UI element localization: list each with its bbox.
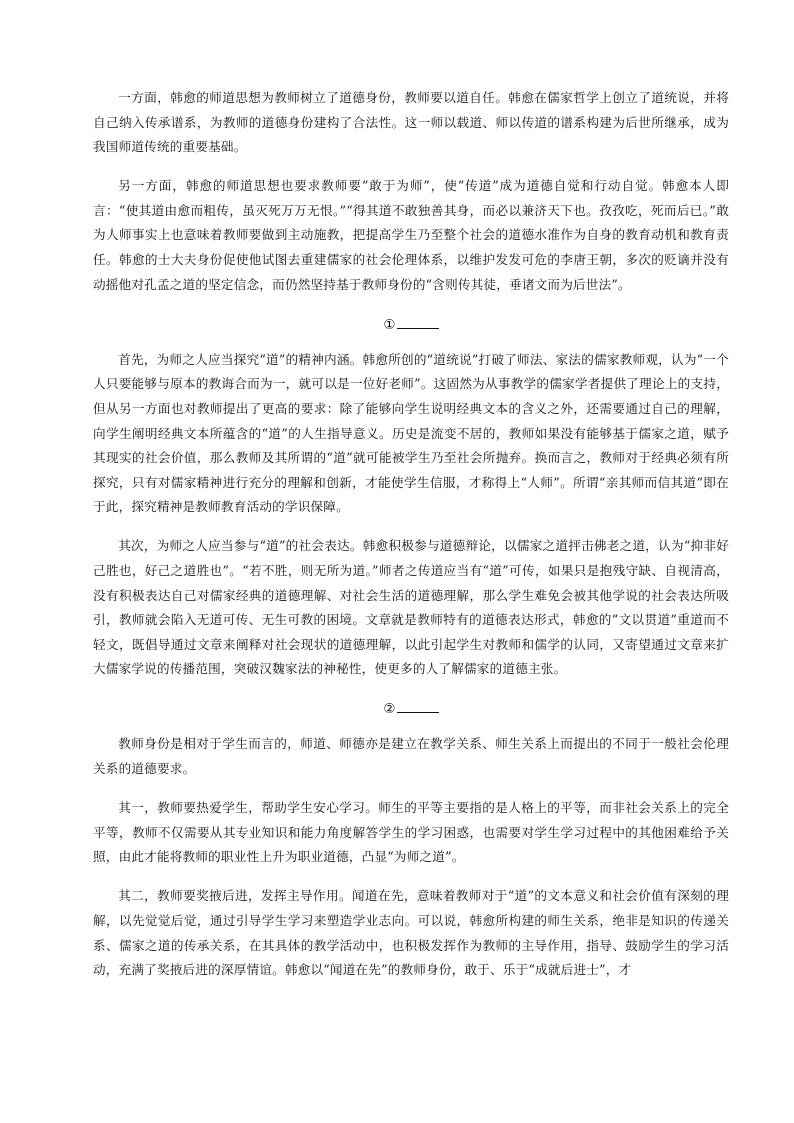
paragraph-love-students: 其一，教师要热爱学生，帮助学生安心学习。师生的平等主要指的是人格上的平等，而非社会关系上的完全平等，教师不仅需要从其专业知识和能力角度解答学生的学习困惑，也需要对学生学习过程中的其他困难给予关照，由此才能将教师的职业性上升为职业道德，凸显“为师之道”。	[93, 800, 729, 865]
answer-blank-1	[397, 314, 439, 329]
circled-number-2: ②	[383, 701, 396, 718]
paragraph-explore-dao: 首先，为师之人应当探究“道”的精神内涵。韩愈所创的“道统说”打破了师法、家法的儒家教师观，认为“一个人只要能够与原本的教诲合而为一，就可以是一位好老师”。这固然为从事教学的儒家学者提供了理论上的支持，但从另一方面也对教师提出了更高的要求：除了能够向学生说明经典文本的含义之外，还需要通过自己的理解，向学生阐明经典文本所蕴含的“道”的人生指导意义。历史是流变不居的，教师如果没有能够基于儒家之道，赋予其现实的社会价值，那么教师及其所谓的“道”就可能被学生乃至社会所抛弃。换而言之，教师对于经典必须有所探究，只有对儒家精神进行充分的理解和创新，才能使学生信服，才称得上“人师”。所谓“亲其师而信其道”即在于此，探究精神是教师教育活动的学识保障。	[93, 351, 729, 515]
paragraph-teacher-moral-identity: 一方面，韩愈的师道思想为教师树立了道德身份，教师要以道自任。韩愈在儒家哲学上创立了道统说，并将自己纳入传承谱系，为教师的道德身份建构了合法性。这一师以载道、师以传道的谱系构建为后世所继承，成为我国师道传统的重要基础。	[93, 90, 729, 155]
paragraph-dare-to-teach: 另一方面，韩愈的师道思想也要求教师要“敢于为师”，使“传道”成为道德自觉和行动自觉。韩愈本人即言：“使其道由愈而粗传，虽灭死万万无恨。”“得其道不敢独善其身，而必以兼济天下也。孜孜吃，死而后已。”敢为人师事实上也意味着教师要做到主动施教，把提高学生乃至整个社会的道德水准作为自身的教育动机和教育责任。韩愈的士大夫身份促使他试图去重建儒家的社会伦理体系，以维护发发可危的李唐王朝，多次的贬谪并没有动摇他对孔孟之道的坚定信念，而仍然坚持基于教师身份的“含则传其徒，垂诸文而为后世法”。	[93, 178, 729, 292]
answer-blank-2	[397, 698, 439, 713]
blank-heading-2	[93, 696, 729, 722]
paragraph-promote-juniors: 其二，教师要奖掖后进，发挥主导作用。闻道在先，意味着教师对于“道”的文本意义和社会价值有深刻的理解，以先觉觉后觉，通过引导学生学习来塑造学业志向。可以说，韩愈所构建的师生关系，绝非是知识的传递关系、儒家之道的传承关系，在其具体的教学活动中，也积极发挥作为教师的主导作用，指导、鼓励学生的学习活动，充满了奖掖后进的深厚情谊。韩愈以“闻道在先”的教师身份，敢于、乐于“成就后进士”，才	[93, 888, 729, 978]
document-page	[93, 86, 729, 997]
circled-number-1: ①	[383, 316, 396, 333]
blank-heading-1	[93, 312, 729, 338]
paragraph-express-dao: 其次，为师之人应当参与“道”的社会表达。韩愈积极参与道德辩论，以儒家之道抨击佛老之道，认为“抑非好己胜也，好己之道胜也”。“若不胜，则无所为道。”师者之传道应当有“道”可传，如果只是抱残守缺、自视清高，没有积极表达自己对儒家经典的道德理解、对社会生活的道德理解，那么学生难免会被其他学说的社会表达所吸引，教师就会陷入无道可传、无生可教的困境。文章就是教师特有的道德表达形式，韩愈的“文以贯道”重道而不轻文，既倡导通过文章来阐释对社会现状的道德理解，以此引起学生对教师和儒学的认同，又寄望通过文章来扩大儒家学说的传播范围，突破汉魏家法的神秘性，使更多的人了解儒家的道德主张。	[93, 538, 729, 677]
paragraph-teacher-student-relation: 教师身份是相对于学生而言的，师道、师德亦是建立在教学关系、师生关系上而提出的不同于一般社会伦理关系的道德要求。	[93, 736, 729, 777]
